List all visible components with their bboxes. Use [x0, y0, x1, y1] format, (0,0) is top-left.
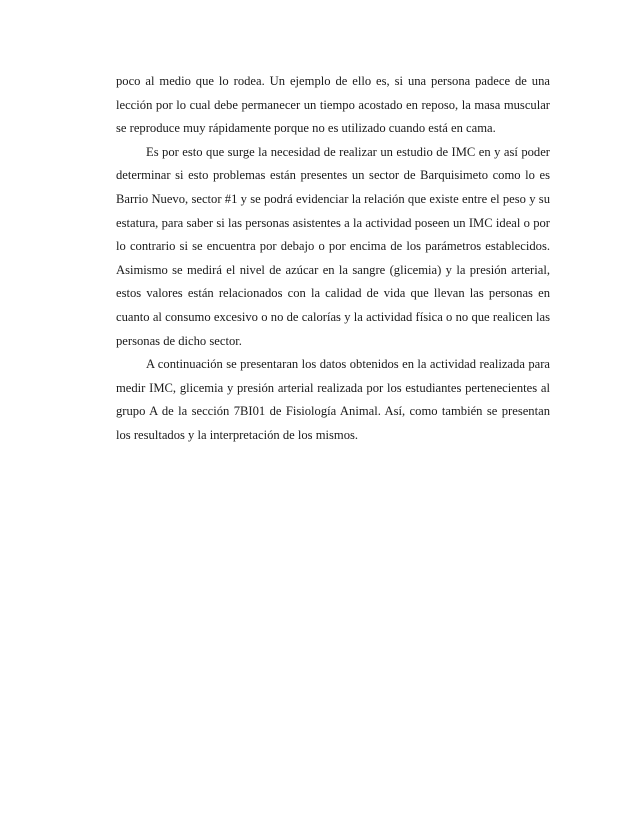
text-line: personas de dicho sector.: [116, 333, 242, 348]
text-line: lo contrario si se encuentra por debajo o por encima de los parámetros establecidos.: [116, 239, 550, 254]
paragraph-3: [116, 353, 550, 447]
paragraph-2: [116, 141, 550, 353]
text-line: determinar si esto problemas están presentes un sector de Barquisimeto como lo es: [116, 168, 550, 183]
text-line: poco al medio que lo rodea. Un ejemplo de ello es, si una persona padece de una: [116, 74, 550, 88]
text-line: Barrio Nuevo, sector #1 y se podrá evidenciar la relación que existe entre el peso y su: [116, 191, 550, 206]
text-line: grupo A de la sección 7BI01 de Fisiología Animal. Así, como también se presentan: [116, 404, 550, 419]
text-line: Asimismo se medirá el nivel de azúcar en la sangre (glicemia) y la presión arterial,: [116, 262, 550, 277]
text-line: A continuación se presentaran los datos obtenidos en la actividad realizada para: [146, 357, 550, 372]
text-line: cuanto al consumo excesivo o no de calorías y la actividad física o no que realicen las: [116, 309, 550, 324]
paragraph-1: [116, 70, 550, 141]
text-line: medir IMC, glicemia y presión arterial realizada por los estudiantes pertenecientes al: [116, 380, 550, 395]
body-text: [116, 70, 550, 448]
text-line: estatura, para saber si las personas asistentes a la actividad poseen un IMC ideal o por: [116, 215, 550, 230]
text-line: los resultados y la interpretación de los mismos.: [116, 427, 359, 442]
text-line: se reproduce muy rápidamente porque no es utilizado cuando está en cama.: [116, 121, 496, 136]
text-line: lección por lo cual debe permanecer un tiempo acostado en reposo, la masa muscular: [116, 97, 550, 112]
text-line: Es por esto que surge la necesidad de realizar un estudio de IMC en y así poder: [146, 144, 550, 159]
text-line: estos valores están relacionados con la calidad de vida que llevan las personas en: [116, 286, 550, 301]
